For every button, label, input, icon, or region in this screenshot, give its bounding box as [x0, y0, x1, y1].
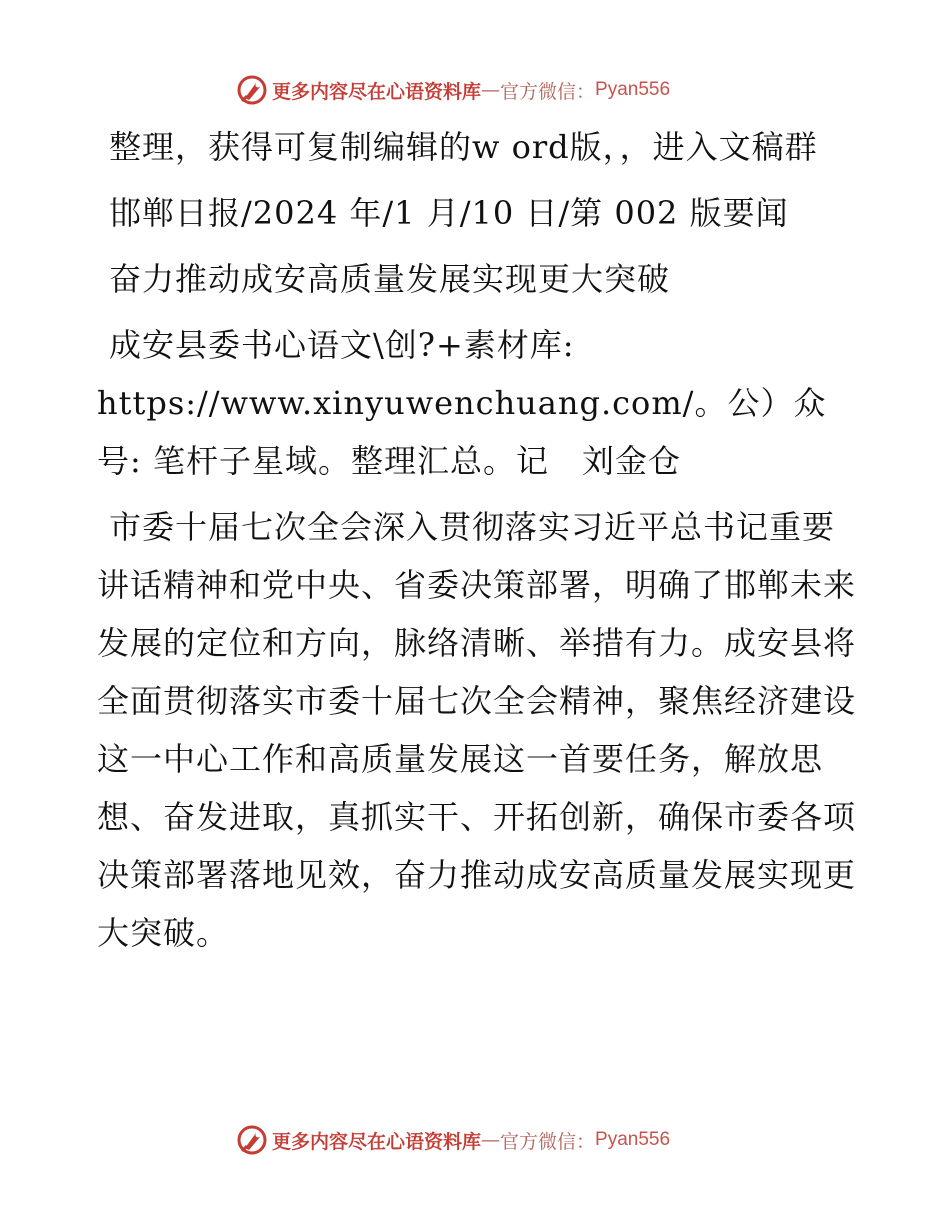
- byline-paragraph: 成安县委书心语文\创?+素材库: https://www.xinyuwenchuang.com/。公）众号: 笔杆子星域。整理汇总。记 刘金仓: [97, 326, 827, 480]
- source-line: 邯郸日报/2024 年/1 月/10 日/第 002 版要闻: [109, 194, 789, 232]
- official-wechat-label: 官方微信：: [500, 80, 596, 103]
- banner-separator: —: [481, 79, 501, 101]
- footer-banner: [236, 1122, 670, 1158]
- document-body: [97, 118, 857, 962]
- intro-paragraph: 整理，获得可复制编辑的w ord版，，进入文稿群: [109, 128, 818, 166]
- wechat-handle: Pyan556: [595, 79, 671, 100]
- headline: 奋力推动成安高质量发展实现更大突破: [109, 260, 671, 298]
- body-paragraph: 市委十届七次全会深入贯彻落实习近平总书记重要讲话精神和党中央、省委决策部署，明确了邯郸未来发展的定位和方向，脉络清晰、举措有力。成安县将全面贯彻落实市委十届七次全会精神，聚焦经济建设这一中心工作和高质量发展这一首要任务，解放思想、奋发进取，真抓实干、开拓创新，确保市委各项决策部署落地见效，奋力推动成安高质量发展实现更大突破。: [97, 508, 857, 952]
- promo-text: 更多内容尽在心语资料库: [272, 1130, 482, 1153]
- promo-text: 更多内容尽在心语资料库: [272, 80, 482, 103]
- pen-nib-logo-icon: [236, 74, 268, 106]
- official-wechat-label: 官方微信：: [500, 1130, 596, 1153]
- wechat-handle: Pyan556: [595, 1129, 671, 1150]
- pen-nib-logo-icon: [236, 1124, 268, 1156]
- banner-separator: —: [481, 1129, 501, 1151]
- header-banner: [236, 72, 670, 108]
